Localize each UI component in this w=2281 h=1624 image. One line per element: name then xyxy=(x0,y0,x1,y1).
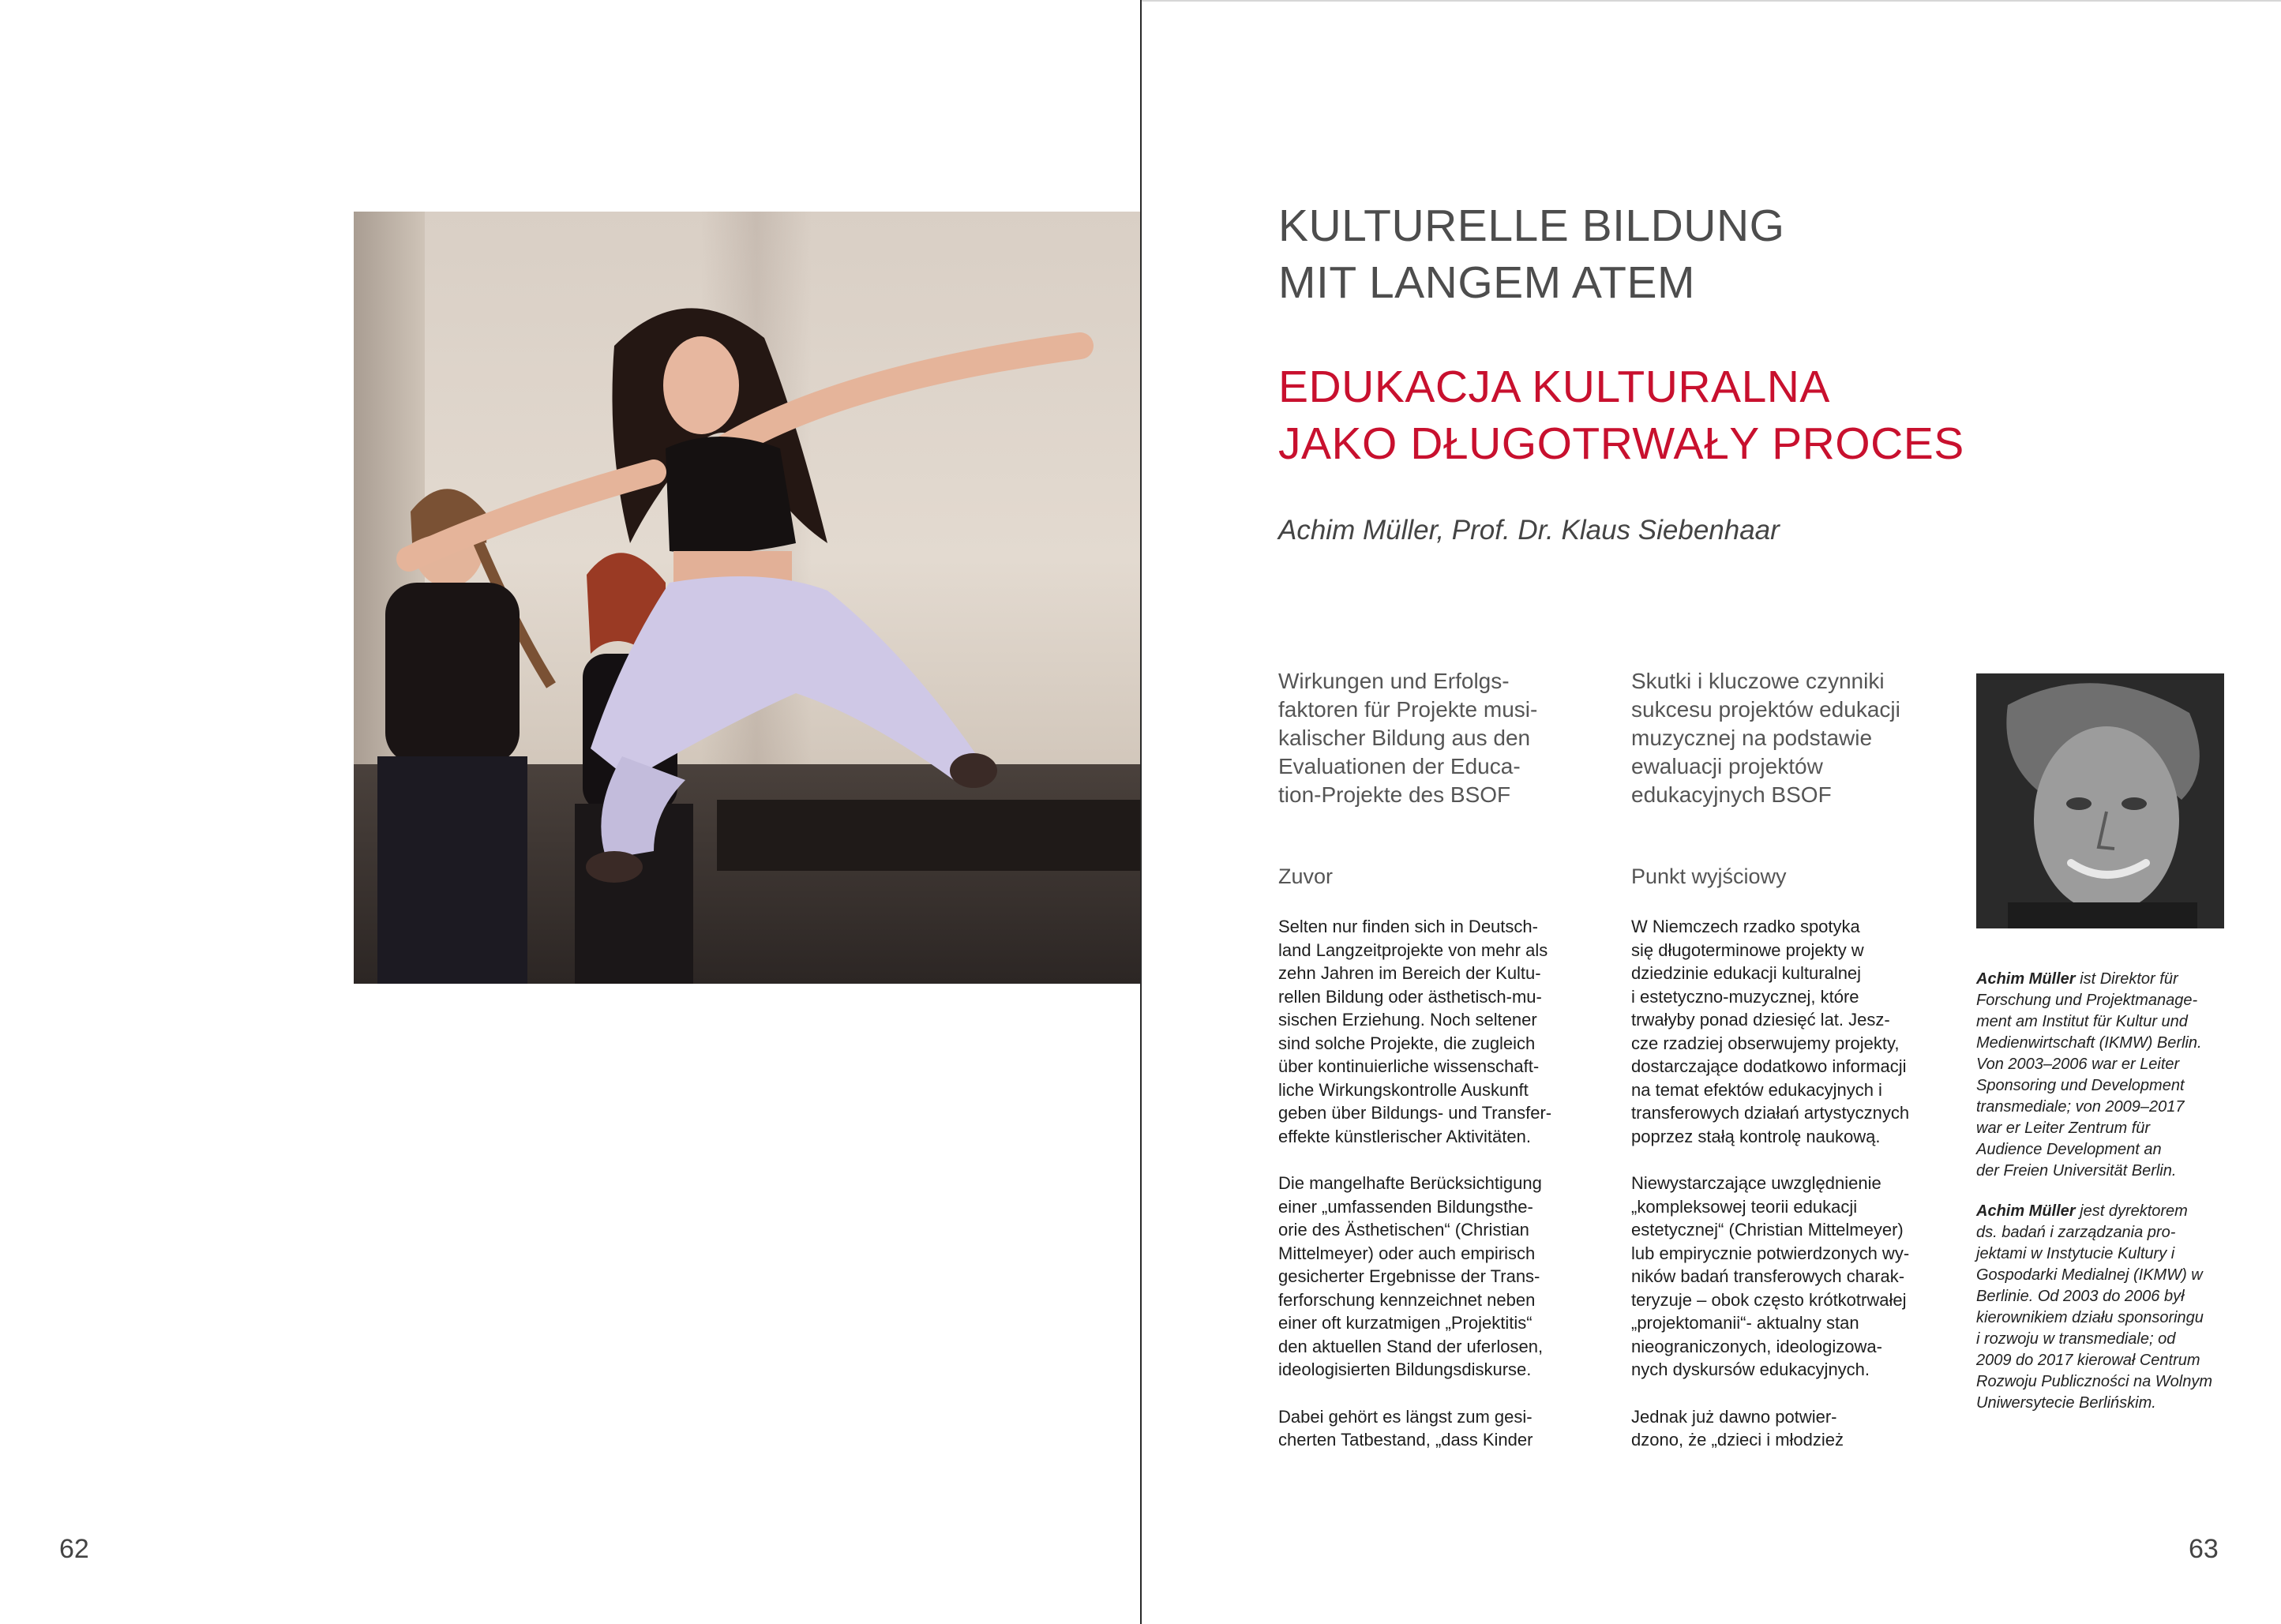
text-line: dzono, że „dzieci i młodzież xyxy=(1631,1430,1844,1450)
text-line: sischen Erziehung. Noch seltener xyxy=(1278,1010,1537,1030)
lead-line: Wirkungen und Erfolgs- xyxy=(1278,669,1510,693)
text-line: orie des Ästhetischen“ (Christian xyxy=(1278,1220,1529,1240)
text-line: Dabei gehört es längst zum gesi- xyxy=(1278,1406,1533,1427)
paragraph xyxy=(1278,915,1594,1148)
portrait-illustration xyxy=(1976,673,2224,928)
german-subhead: Zuvor xyxy=(1278,865,1334,888)
text-line: Rozwoju Publiczności na Wolnym xyxy=(1976,1373,2213,1390)
text-line: war er Leiter Zentrum für xyxy=(1976,1120,2151,1137)
text-line: Sponsoring und Development xyxy=(1976,1077,2185,1094)
title-polish-line-2: JAKO DŁUGOTRWAŁY PROCES xyxy=(1278,418,1964,469)
lead-line: edukacyjnych BSOF xyxy=(1631,782,1832,807)
text-line: dziedzinie edukacji kulturalnej xyxy=(1631,963,1862,983)
text-line: nych dyskursów edukacyjnych. xyxy=(1631,1360,1870,1379)
paragraph xyxy=(1278,1172,1594,1382)
text-line: „kompleksowej teorii edukacji xyxy=(1631,1196,1858,1217)
text-line: cze rzadziej obserwujemy projekty, xyxy=(1631,1033,1900,1053)
text-line: über kontinuierliche wissenschaft- xyxy=(1278,1056,1540,1076)
text-line: Forschung und Projektmanage- xyxy=(1976,992,2198,1009)
text-line: ferforschung kennzeichnet neben xyxy=(1278,1289,1536,1310)
german-body xyxy=(1278,915,1594,1476)
title-polish-line-1: EDUKACJA KULTURALNA xyxy=(1278,362,1830,412)
text-line: 2009 do 2017 kierował Centrum xyxy=(1976,1352,2200,1369)
bio-name: Achim Müller xyxy=(1976,970,2076,988)
lead-line: sukcesu projektów edukacji xyxy=(1631,697,1900,722)
bio-german xyxy=(1976,969,2229,1182)
text-line: Selten nur finden sich in Deutsch- xyxy=(1278,917,1538,936)
paragraph xyxy=(1631,1172,1947,1382)
text-line: effekte künstlerischer Aktivitäten. xyxy=(1278,1126,1531,1146)
text-line: der Freien Universität Berlin. xyxy=(1976,1162,2177,1180)
text-line: W Niemczech rzadko spotyka xyxy=(1631,917,1860,936)
bio-polish xyxy=(1976,1201,2229,1414)
text-line: i rozwoju w transmediale; od xyxy=(1976,1330,2176,1348)
text-line: Jednak już dawno potwier- xyxy=(1631,1406,1837,1427)
text-line: gesicherter Ergebnisse der Trans- xyxy=(1278,1266,1540,1286)
text-line: ist Direktor für xyxy=(2075,970,2178,988)
text-line: transmediale; von 2009–2017 xyxy=(1976,1098,2185,1116)
text-line: rellen Bildung oder ästhetisch-mu- xyxy=(1278,986,1542,1007)
text-line: einer oft kurzatmigen „Projektitis“ xyxy=(1278,1313,1533,1333)
text-line: cherten Tatbestand, „dass Kinder xyxy=(1278,1430,1533,1450)
authors: Achim Müller, Prof. Dr. Klaus Siebenhaar xyxy=(1278,515,1780,546)
text-line: estetycznej“ (Christian Mittelmeyer) xyxy=(1631,1220,1904,1240)
text-line: liche Wirkungskontrolle Auskunft xyxy=(1278,1079,1529,1100)
text-line: poprzez stałą kontrolę naukową. xyxy=(1631,1126,1881,1146)
text-line: jest dyrektorem xyxy=(2075,1202,2188,1220)
title-german-line-2: MIT LANGEM ATEM xyxy=(1278,257,1695,308)
text-line: lub empirycznie potwierdzonych wy- xyxy=(1631,1243,1910,1263)
text-line: den aktuellen Stand der uferlosen, xyxy=(1278,1336,1544,1356)
text-line: ment am Institut für Kultur und xyxy=(1976,1013,2188,1030)
text-line: einer „umfassenden Bildungsthe- xyxy=(1278,1196,1533,1217)
lead-line: kalischer Bildung aus den xyxy=(1278,726,1531,750)
text-line: dostarczające dodatkowo informacji xyxy=(1631,1056,1907,1076)
title-german-line-1: KULTURELLE BILDUNG xyxy=(1278,201,1785,251)
paragraph xyxy=(1278,1405,1594,1452)
lead-line: ewaluacji projektów xyxy=(1631,754,1823,778)
dancers-photo xyxy=(354,212,1140,984)
author-portrait xyxy=(1976,673,2224,928)
dancers-illustration xyxy=(354,212,1140,984)
text-line: sind solche Projekte, die zugleich xyxy=(1278,1033,1536,1053)
lead-line: tion-Projekte des BSOF xyxy=(1278,782,1511,807)
text-line: geben über Bildungs- und Transfer- xyxy=(1278,1103,1552,1123)
lead-line: Evaluationen der Educa- xyxy=(1278,754,1521,778)
polish-subhead: Punkt wyjściowy xyxy=(1631,865,1787,888)
page-number-right: 63 xyxy=(2189,1534,2219,1564)
paragraph xyxy=(1631,1405,1947,1452)
text-line: Die mangelhafte Berücksichtigung xyxy=(1278,1173,1542,1193)
text-line: się długoterminowe projekty w xyxy=(1631,940,1864,960)
lead-line: Skutki i kluczowe czynniki xyxy=(1631,669,1885,693)
text-line: zehn Jahren im Bereich der Kultu- xyxy=(1278,963,1541,983)
german-lead xyxy=(1278,667,1594,857)
paragraph xyxy=(1631,915,1947,1148)
title-german xyxy=(1278,197,2107,311)
text-line: Mittelmeyer) oder auch empirisch xyxy=(1278,1243,1536,1263)
text-line: kierownikiem działu sponsoringu xyxy=(1976,1309,2204,1326)
text-line: Berlinie. Od 2003 do 2006 był xyxy=(1976,1288,2185,1305)
text-line: Audience Development an xyxy=(1976,1141,2162,1158)
text-line: Von 2003–2006 war er Leiter xyxy=(1976,1056,2180,1073)
author-bio xyxy=(1976,969,2229,1433)
german-column xyxy=(1278,667,1594,1450)
text-line: trwałyby ponad dziesięć lat. Jesz- xyxy=(1631,1010,1890,1030)
bio-name: Achim Müller xyxy=(1976,1202,2076,1220)
text-line: teryzuje – obok często krótkotrwałej xyxy=(1631,1289,1907,1310)
text-line: jektami w Instytucie Kultury i xyxy=(1976,1245,2175,1262)
text-line: ideologisierten Bildungsdiskurse. xyxy=(1278,1360,1532,1379)
text-line: i estetyczno-muzycznej, które xyxy=(1631,986,1859,1007)
title-polish xyxy=(1278,358,2147,472)
polish-column xyxy=(1631,667,1947,1450)
text-line: Niewystarczające uwzględnienie xyxy=(1631,1173,1881,1193)
polish-body xyxy=(1631,915,1947,1476)
text-line: land Langzeitprojekte von mehr als xyxy=(1278,940,1548,960)
polish-lead xyxy=(1631,667,1947,857)
lead-line: muzycznej na podstawie xyxy=(1631,726,1873,750)
page-number-left: 62 xyxy=(59,1534,89,1564)
text-line: nieograniczonych, ideologizowa- xyxy=(1631,1336,1882,1356)
text-line: transferowych działań artystycznych xyxy=(1631,1103,1910,1123)
page-fold xyxy=(1140,0,1142,1624)
text-line: „projektomanii“- aktualny stan xyxy=(1631,1313,1859,1333)
text-line: ds. badań i zarządzania pro- xyxy=(1976,1224,2176,1241)
top-rule xyxy=(1142,0,2281,2)
text-line: Uniwersytecie Berlińskim. xyxy=(1976,1394,2156,1412)
lead-line: faktoren für Projekte musi- xyxy=(1278,697,1538,722)
text-line: ników badań transferowych charak- xyxy=(1631,1266,1905,1286)
text-line: na temat efektów edukacyjnych i xyxy=(1631,1079,1882,1100)
text-line: Gospodarki Medialnej (IKMW) w xyxy=(1976,1266,2203,1284)
text-line: Medienwirtschaft (IKMW) Berlin. xyxy=(1976,1034,2202,1052)
